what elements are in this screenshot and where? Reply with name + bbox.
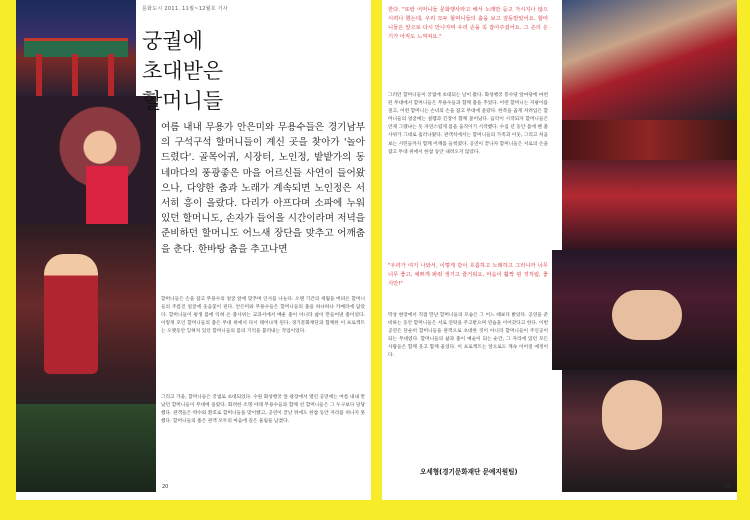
smiling-grandmother-photo xyxy=(16,96,156,224)
temple-night-photo xyxy=(16,0,136,96)
article-author: 오세형(경기문화재단 문예지원팀) xyxy=(420,468,518,476)
article-title: 궁궐에 초대받은 할머니들 xyxy=(142,29,224,113)
right-quote-block-1 xyxy=(388,6,548,90)
left-body-paragraph-2: 그리고 가을, 할머니들은 궁궐로 초대되었다. 수원 화성행궁 앞 광장에서 열린 공연에는 여름 내내 만났던 할머니들이 무대에 올랐다. 화려한 조명 아래 무용수들과 함께 선 할머니들은 그 누구보다 당당했다. 관객들은 박수와 환호로 할머니들을 맞이했고, 공연이 끝난 뒤에도 한참 동안 자리를 떠나지 못했다. 할머니들의 춤은 관객 모두의 마음에 깊은 울림을 남겼다. xyxy=(161,395,365,425)
page-number-right: 21 xyxy=(724,484,731,490)
red-vest-shape xyxy=(86,166,128,224)
plaza-shape xyxy=(16,404,156,492)
night-street-photo xyxy=(562,120,737,160)
right-body-end-block xyxy=(388,312,548,452)
left-page xyxy=(16,0,371,500)
spread-gutter xyxy=(371,0,382,500)
article-lead: 여름 내내 무용가 안은미와 무용수들은 경기남부의 구석구석 할머니들이 계신 곳을 찾아가 '놀아드렸다'. 골목어귀, 시장터, 노인정, 밭밭가의 동네마다의 풍광좋은 마을 어르신들 사연이 들어왔으나, 다양한 춤과 노래가 계속되면 노인정은 서서히 흥이 올랐다. 다리가 아프다며 소파에 누워있던 할머니도, 손자가 들어올 시간이라며 저녁을 준비하던 할머니도 어느새 장단을 맞추고 어깨춤을 춘다. 한바탕 춤을 추고나면 xyxy=(161,122,365,255)
right-quote-block-2 xyxy=(388,262,548,308)
grandmothers-hats-photo xyxy=(562,0,737,120)
hands-dance-photo xyxy=(552,250,737,370)
temple-pillar xyxy=(36,54,42,96)
temple-pillar xyxy=(72,54,78,96)
stage-performers-photo xyxy=(562,160,737,250)
right-body-end-paragraph: 막상 현장에서 직접 만난 할머니들의 모습은 그 어느 때보다 밝았다. 공연을 준비하는 동안 할머니들은 서로 연락을 주고받으며 연습을 이어갔다고 한다. 이번 공연은 단순히 할머니들을 관객으로 초대한 것이 아니라 할머니들이 주인공이 되는 무대였다. 할머니들의 삶과 춤이 예술이 되는 순간, 그 자리에 있던 모든 사람들은 함께 웃고 함께 울었다. 이 프로젝트는 앞으로도 계속 이어질 예정이다. xyxy=(388,313,548,359)
right-body-block xyxy=(388,92,548,260)
quote-text-1: 한다. "또랑 어머니들 문화행사라고 해서 노래만 듣고 가시지나 않으시려나 했는데, 우리 모두 할머니들의 춤을 보고 감동받았어요. 할머니들은 앞으로 다시 만나자며 우리 손을 꼭 잡아주셨어요. 그 손의 온기가 아직도 느껴져요." xyxy=(388,7,548,40)
right-body-paragraph: 그러던 할머니들이 궁궐에 초대되는 날이 왔다. 화성행궁 봉수당 앞마당에 마련된 무대에서 할머니들은 무용수들과 함께 춤을 추었다. 어떤 할머니는 지팡이를 짚고, 어떤 할머니는 손녀의 손을 잡고 무대에 올랐다. 한복을 곱게 차려입은 할머니들의 얼굴에는 설렘과 긴장이 함께 묻어났다. 음악이 시작되자 할머니들은 언제 그랬냐는 듯 자연스럽게 몸을 움직이기 시작했다. 수십 년 동안 몸에 밴 춤사위가 그대로 흘러나왔다. 관객석에서는 할머니들의 가족과 이웃, 그리고 처음 보는 시민들까지 함께 어깨를 들썩였다. 공연이 끝나자 할머니들은 서로의 손을 잡고 무대 위에서 한참 동안 내려오지 않았다. xyxy=(388,93,548,155)
dancing-crowd-photo xyxy=(16,224,156,492)
laughing-grandmother-photo xyxy=(562,370,737,492)
left-body-paragraph-1: 할머니들은 손을 잡고 무용수의 얼굴 앞에 맞추며 인사를 나눈다. 오랜 기간의 세월을 버텨온 할머니들의 주름진 얼굴에 웃음꽃이 핀다. 안은미와 무용수들은 할머니들의 춤을 하나하나 카메라에 담았다. 할머니들이 평생 몸에 익혀 온 춤사위는 교과서에서 배운 춤이 아니라 삶이 만들어낸 춤이었다. 이렇게 모인 할머니들의 춤은 무대 위에서 다시 태어나게 된다. 경기문화재단과 함께한 이 프로젝트는 오랫동안 잊혀져 있던 할머니들의 몸의 기억을 불러내는 작업이었다. xyxy=(161,297,365,335)
temple-pillar xyxy=(108,54,114,96)
dancer-shape xyxy=(44,254,98,374)
quote-text-2: "우리가 여기 나와서, 이렇게 같이 흐름하고 노래하고 그러니까 너무너무 좋고, 예쁘게 봐줘 생기고 즐거워요, 마음이 활짝 핀 것처럼, 좋지만!" xyxy=(388,263,548,287)
running-head: 문화도시 2011. 11월~12월호 기사 xyxy=(142,6,229,12)
face-shape xyxy=(602,380,662,450)
hand-shape xyxy=(612,290,682,340)
right-page xyxy=(382,0,737,500)
page-number-left: 20 xyxy=(162,484,169,490)
